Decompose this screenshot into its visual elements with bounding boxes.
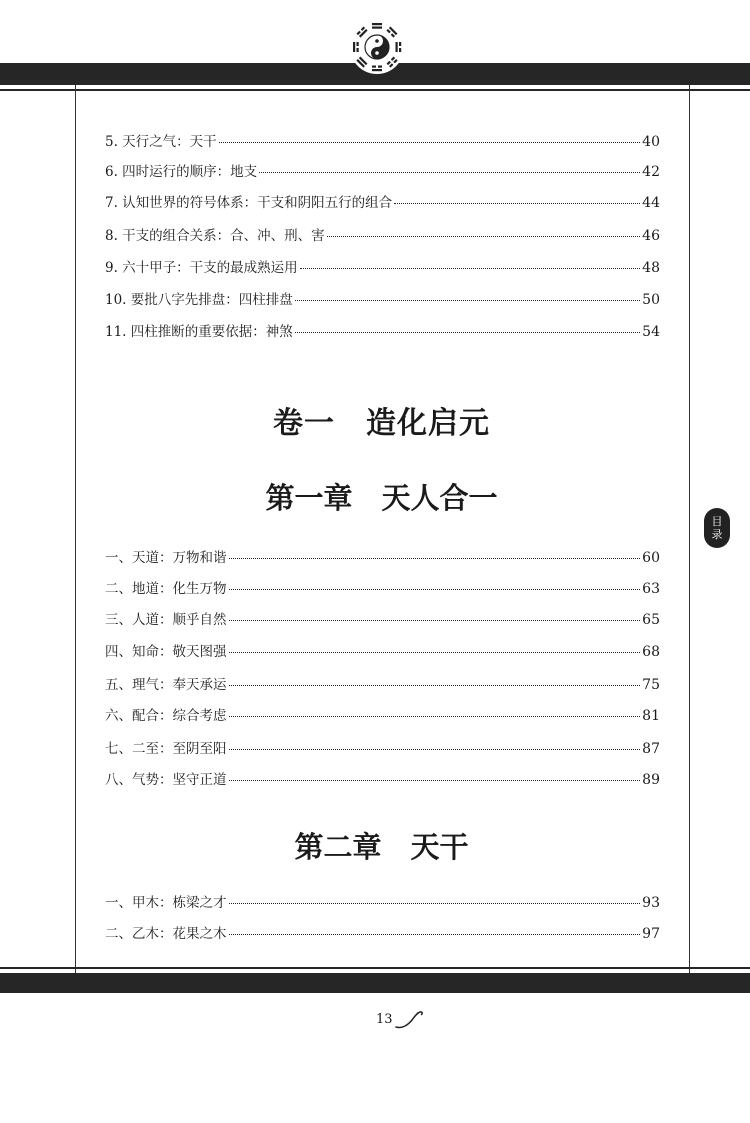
toc-side-tab[interactable] — [704, 508, 730, 548]
toc-entry-page: 40 — [642, 134, 660, 150]
bagua-yinyang-icon — [350, 20, 404, 74]
toc-entry[interactable] — [105, 704, 660, 726]
dot-leader — [229, 749, 641, 750]
dot-leader — [295, 332, 640, 333]
toc-entry[interactable] — [105, 288, 660, 310]
toc-entry-label: 四、知命：敬天图强 — [105, 644, 227, 660]
toc-entry-page: 63 — [642, 581, 660, 597]
dot-leader — [229, 558, 641, 559]
toc-entry-page: 60 — [642, 550, 660, 566]
toc-entry[interactable] — [105, 673, 660, 695]
dot-leader — [394, 203, 640, 204]
toc-entry-page: 93 — [642, 895, 660, 911]
toc-entry-label: 八、气势：坚守正道 — [105, 772, 227, 788]
toc-entry-label: 9. 六十甲子：干支的最成熟运用 — [105, 260, 298, 276]
toc-entry[interactable] — [105, 130, 660, 152]
chapter-title: 第二章 天干 — [294, 830, 469, 864]
toc-entry[interactable] — [105, 922, 660, 944]
dot-leader — [229, 652, 641, 653]
toc-entry[interactable] — [105, 256, 660, 278]
page-number: 13 — [376, 1012, 393, 1027]
toc-entry-label: 五、理气：奉天承运 — [105, 677, 227, 693]
toc-entry-page: 42 — [642, 164, 660, 180]
dot-leader — [229, 780, 641, 781]
toc-entry-page: 97 — [642, 926, 660, 942]
dot-leader — [300, 268, 641, 269]
toc-entry[interactable] — [105, 891, 660, 913]
toc-entry-page: 48 — [642, 260, 660, 276]
chapter-title: 第一章 天人合一 — [265, 481, 498, 515]
toc-entry-label: 8. 干支的组合关系：合、冲、刑、害 — [105, 228, 325, 244]
toc-entry-label: 七、二至：至阴至阳 — [105, 741, 227, 757]
toc-entry-label: 5. 天行之气：天干 — [105, 134, 217, 150]
toc-entry-page: 50 — [642, 292, 660, 308]
toc-entry-label: 10. 要批八字先排盘：四柱排盘 — [105, 292, 293, 308]
dot-leader — [295, 300, 640, 301]
toc-entry[interactable] — [105, 737, 660, 759]
volume-title: 卷一 造化启元 — [273, 406, 490, 441]
toc-entry[interactable] — [105, 320, 660, 342]
toc-entry-label: 一、天道：万物和谐 — [105, 550, 227, 566]
toc-entry-page: 89 — [642, 772, 660, 788]
toc-entry-label: 11. 四柱推断的重要依据：神煞 — [105, 324, 293, 340]
dot-leader — [229, 589, 641, 590]
toc-entry[interactable] — [105, 224, 660, 246]
toc-entry-page: 87 — [642, 741, 660, 757]
toc-entry-label: 7. 认知世界的符号体系：干支和阴阳五行的组合 — [105, 195, 393, 211]
toc-entry[interactable] — [105, 160, 660, 182]
toc-entry[interactable] — [105, 640, 660, 662]
toc-entry[interactable] — [105, 608, 660, 630]
dot-leader — [229, 934, 641, 935]
dot-leader — [219, 142, 641, 143]
toc-entry-label: 六、配合：综合考虑 — [105, 708, 227, 724]
toc-entry-label: 6. 四时运行的顺序：地支 — [105, 164, 258, 180]
toc-entry[interactable] — [105, 577, 660, 599]
dot-leader — [229, 620, 641, 621]
toc-entry-page: 81 — [642, 708, 660, 724]
toc-entry-label: 二、地道：化生万物 — [105, 581, 227, 597]
toc-entry-page: 54 — [642, 324, 660, 340]
dot-leader — [327, 236, 641, 237]
toc-entry-page: 44 — [642, 195, 660, 211]
dot-leader — [229, 903, 641, 904]
footer-band — [0, 973, 750, 993]
dot-leader — [229, 716, 641, 717]
toc-entry-label: 一、甲木：栋梁之才 — [105, 895, 227, 911]
dot-leader — [259, 172, 640, 173]
toc-entry-label: 三、人道：顺乎自然 — [105, 612, 227, 628]
toc-entry-label: 二、乙木：花果之木 — [105, 926, 227, 942]
toc-entry-page: 65 — [642, 612, 660, 628]
side-tab-char: 目 — [711, 515, 723, 528]
dot-leader — [229, 685, 641, 686]
flourish-ornament-icon — [394, 1008, 428, 1034]
toc-entry-page: 68 — [642, 644, 660, 660]
toc-entry[interactable] — [105, 191, 660, 213]
side-tab-char: 录 — [711, 528, 723, 541]
toc-entry-page: 75 — [642, 677, 660, 693]
toc-entry[interactable] — [105, 546, 660, 568]
toc-entry[interactable] — [105, 768, 660, 790]
toc-entry-page: 46 — [642, 228, 660, 244]
